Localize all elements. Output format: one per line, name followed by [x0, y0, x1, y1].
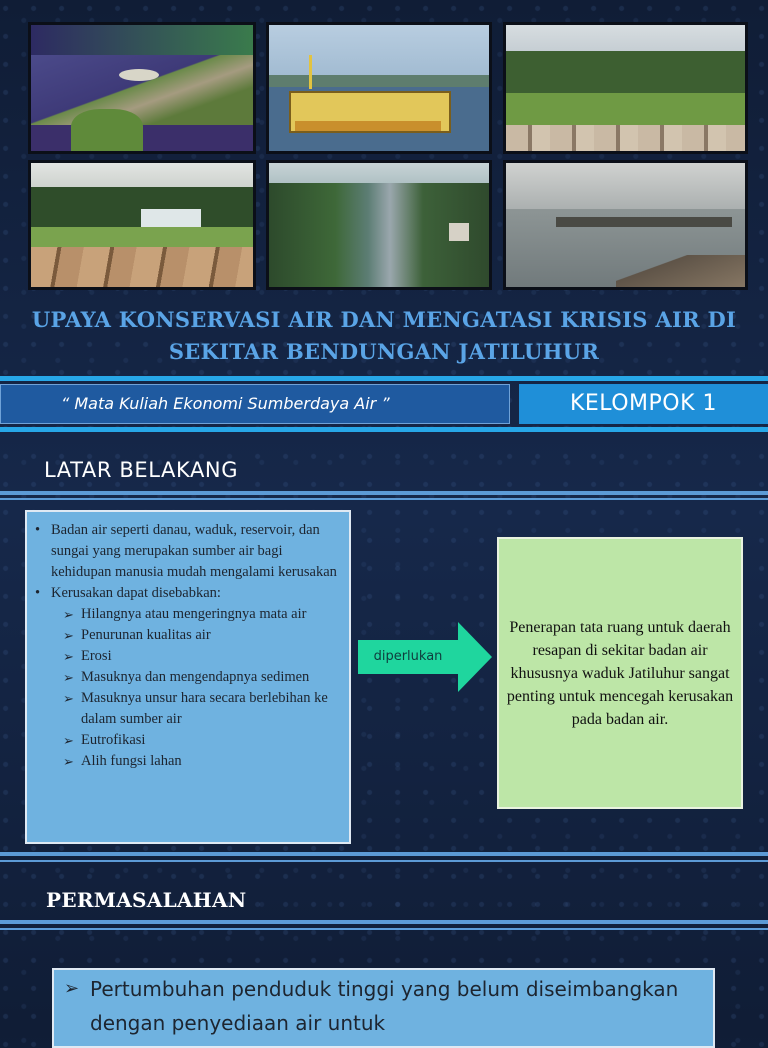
presentation-title: [0, 304, 768, 368]
conclusion-box: [497, 537, 743, 809]
section-divider: [0, 491, 768, 495]
sub-list-item: ➢ Masuknya unsur hara secara berlebihan ke dalam sumber air: [33, 688, 341, 730]
background-points-box: [25, 510, 351, 844]
section-divider: [0, 498, 768, 500]
photo-river-rocks: [28, 160, 256, 290]
arrow-bullet-icon: ➢: [64, 978, 80, 999]
section-divider: [0, 928, 768, 930]
title-line-1: UPAYA KONSERVASI AIR DAN MENGATASI KRISIS AIR DI: [31, 307, 737, 332]
problem-box: [52, 968, 715, 1048]
list-item: • Kerusakan dapat disebabkan:: [33, 583, 341, 604]
title-line-2: SEKITAR BENDUNGAN JATILUHUR: [168, 339, 600, 364]
background-list: [33, 520, 341, 772]
list-item: • Badan air seperti danau, waduk, reservoir, dan sungai yang merupakan sumber air bagi kehidupan manusia mudah mengalami kerusakan: [33, 520, 341, 583]
sub-list-item: ➢ Alih fungsi lahan: [33, 751, 341, 772]
sub-list-item: ➢ Masuknya dan mengendapnya sedimen: [33, 667, 341, 688]
section-divider: [0, 920, 768, 924]
subtitle-band-top-line: [0, 376, 768, 381]
photo-reservoir-pier: [503, 160, 748, 290]
sub-list-item: ➢ Hilangnya atau mengeringnya mata air: [33, 604, 341, 625]
course-subtitle: “ Mata Kuliah Ekonomi Sumberdaya Air ”: [0, 384, 510, 424]
sub-list-item: ➢ Penurunan kualitas air: [33, 625, 341, 646]
diperlukan-arrow: [358, 622, 492, 692]
subtitle-band-bottom-line: [0, 427, 768, 432]
photo-river-valley: [266, 160, 492, 290]
section-heading-permasalahan: PERMASALAHAN: [46, 888, 247, 912]
conclusion-text: Penerapan tata ruang untuk daerah resapan di sekitar badan air khususnya waduk Jatiluhur sangat penting untuk mencegah kerusakan pada badan air.: [506, 618, 734, 728]
photo-dam-aerial: [28, 22, 256, 154]
group-label: KELOMPOK 1: [519, 384, 768, 424]
photo-green-field: [503, 22, 748, 154]
section-divider: [0, 852, 768, 856]
photo-intake-tower: [266, 22, 492, 154]
sub-list-item: ➢ Eutrofikasi: [33, 730, 341, 751]
arrow-label: diperlukan: [373, 649, 443, 664]
problem-item: Pertumbuhan penduduk tinggi yang belum diseimbangkan dengan penyediaan air untuk: [90, 977, 679, 1035]
section-heading-latar-belakang: LATAR BELAKANG: [44, 458, 239, 482]
sub-list-item: ➢ Erosi: [33, 646, 341, 667]
section-divider: [0, 860, 768, 862]
